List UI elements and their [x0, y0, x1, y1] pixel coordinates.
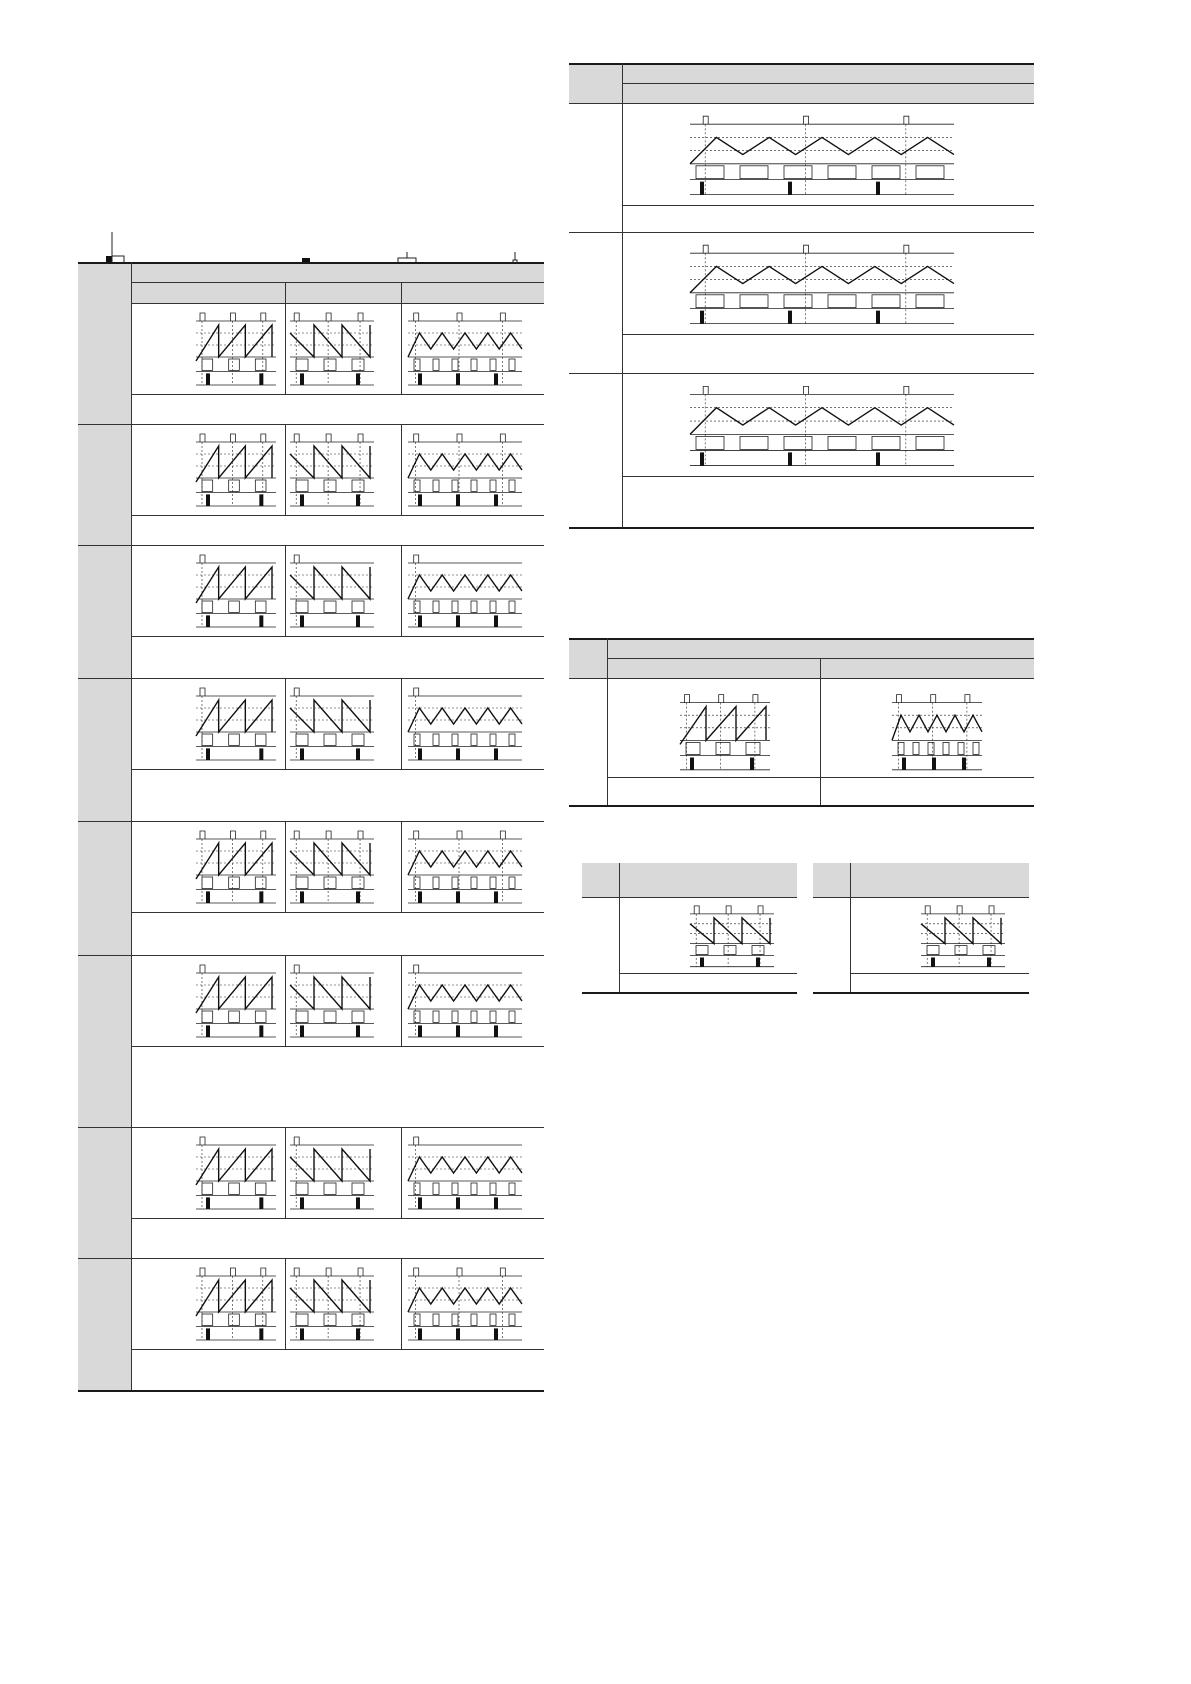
small-table-header [813, 863, 1029, 897]
table-line [813, 992, 1029, 994]
table-line [78, 821, 544, 822]
table-line [285, 303, 286, 394]
table-line [285, 282, 286, 303]
timing-diagram [690, 111, 954, 199]
table-line [131, 515, 544, 516]
table-line [622, 63, 623, 527]
timing-diagram [921, 904, 1005, 970]
timing-diagram [196, 1264, 276, 1344]
left-table-label-column [78, 262, 131, 1390]
timing-diagram [196, 684, 276, 764]
table-line [131, 262, 132, 1390]
table-line [401, 424, 402, 515]
right-table-corner [569, 63, 622, 103]
timing-diagram [690, 904, 774, 970]
timing-diagram [290, 1264, 374, 1344]
table-line [569, 527, 1034, 529]
table-line [131, 636, 544, 637]
table-line [622, 476, 1034, 477]
table-line [285, 678, 286, 769]
table-line [622, 205, 1034, 206]
table-line [131, 769, 544, 770]
table-line [569, 63, 1034, 65]
table-line [131, 1046, 544, 1047]
timing-diagram [196, 430, 276, 510]
table-line [569, 678, 1034, 679]
timing-diagram [408, 961, 522, 1041]
timing-diagram [892, 690, 982, 774]
table-line [78, 1390, 544, 1392]
table-line [622, 83, 1034, 84]
timing-diagram [408, 1264, 522, 1344]
table-line [401, 821, 402, 912]
timing-diagram [196, 309, 276, 389]
table-line [285, 1127, 286, 1218]
table-line [607, 777, 1034, 778]
timing-diagram [290, 1133, 374, 1213]
timing-diagram [290, 827, 374, 907]
table-line [285, 545, 286, 636]
table-line [569, 232, 1034, 233]
timing-diagram [408, 827, 522, 907]
timing-diagram [408, 430, 522, 510]
timing-diagram [690, 240, 954, 328]
timing-diagram [196, 551, 276, 631]
table-line [401, 1258, 402, 1349]
table-line [401, 303, 402, 394]
table-line [78, 424, 544, 425]
small-table-header [582, 863, 797, 897]
timing-diagram [290, 551, 374, 631]
table-line [401, 955, 402, 1046]
table-line [582, 897, 797, 898]
timing-diagram [408, 551, 522, 631]
table-line [285, 955, 286, 1046]
timing-diagram [290, 309, 374, 389]
table-line [401, 545, 402, 636]
table-line [131, 282, 544, 283]
table-line [401, 1127, 402, 1218]
timing-diagram [290, 684, 374, 764]
table-line [850, 973, 1029, 974]
table-line [401, 678, 402, 769]
timing-diagram [690, 381, 954, 470]
table-line [569, 638, 1034, 640]
timing-diagram [408, 684, 522, 764]
table-line [131, 912, 544, 913]
table-line [569, 373, 1034, 374]
table-line [582, 992, 797, 994]
table-line [131, 1349, 544, 1350]
table-line [820, 658, 821, 805]
table-line [78, 1127, 544, 1128]
table-line [285, 821, 286, 912]
timing-diagram [408, 1133, 522, 1213]
timing-diagram [196, 1133, 276, 1213]
mid-table-corner [569, 638, 607, 678]
table-line [285, 1258, 286, 1349]
timing-diagram [196, 961, 276, 1041]
table-line [78, 262, 544, 264]
table-line [78, 1258, 544, 1259]
table-line [131, 394, 544, 395]
table-line [619, 973, 797, 974]
table-line [78, 545, 544, 546]
table-line [569, 805, 1034, 807]
table-line [569, 103, 1034, 104]
table-line [131, 303, 544, 304]
timing-diagram [196, 827, 276, 907]
table-line [78, 678, 544, 679]
table-line [813, 897, 1029, 898]
table-line [607, 638, 608, 805]
table-line [622, 334, 1034, 335]
timing-diagram [408, 309, 522, 389]
table-line [285, 424, 286, 515]
timing-diagram [290, 430, 374, 510]
table-line [131, 1218, 544, 1219]
timing-diagram [680, 690, 770, 774]
table-line [78, 955, 544, 956]
table-line [401, 282, 402, 303]
timing-diagram [290, 961, 374, 1041]
